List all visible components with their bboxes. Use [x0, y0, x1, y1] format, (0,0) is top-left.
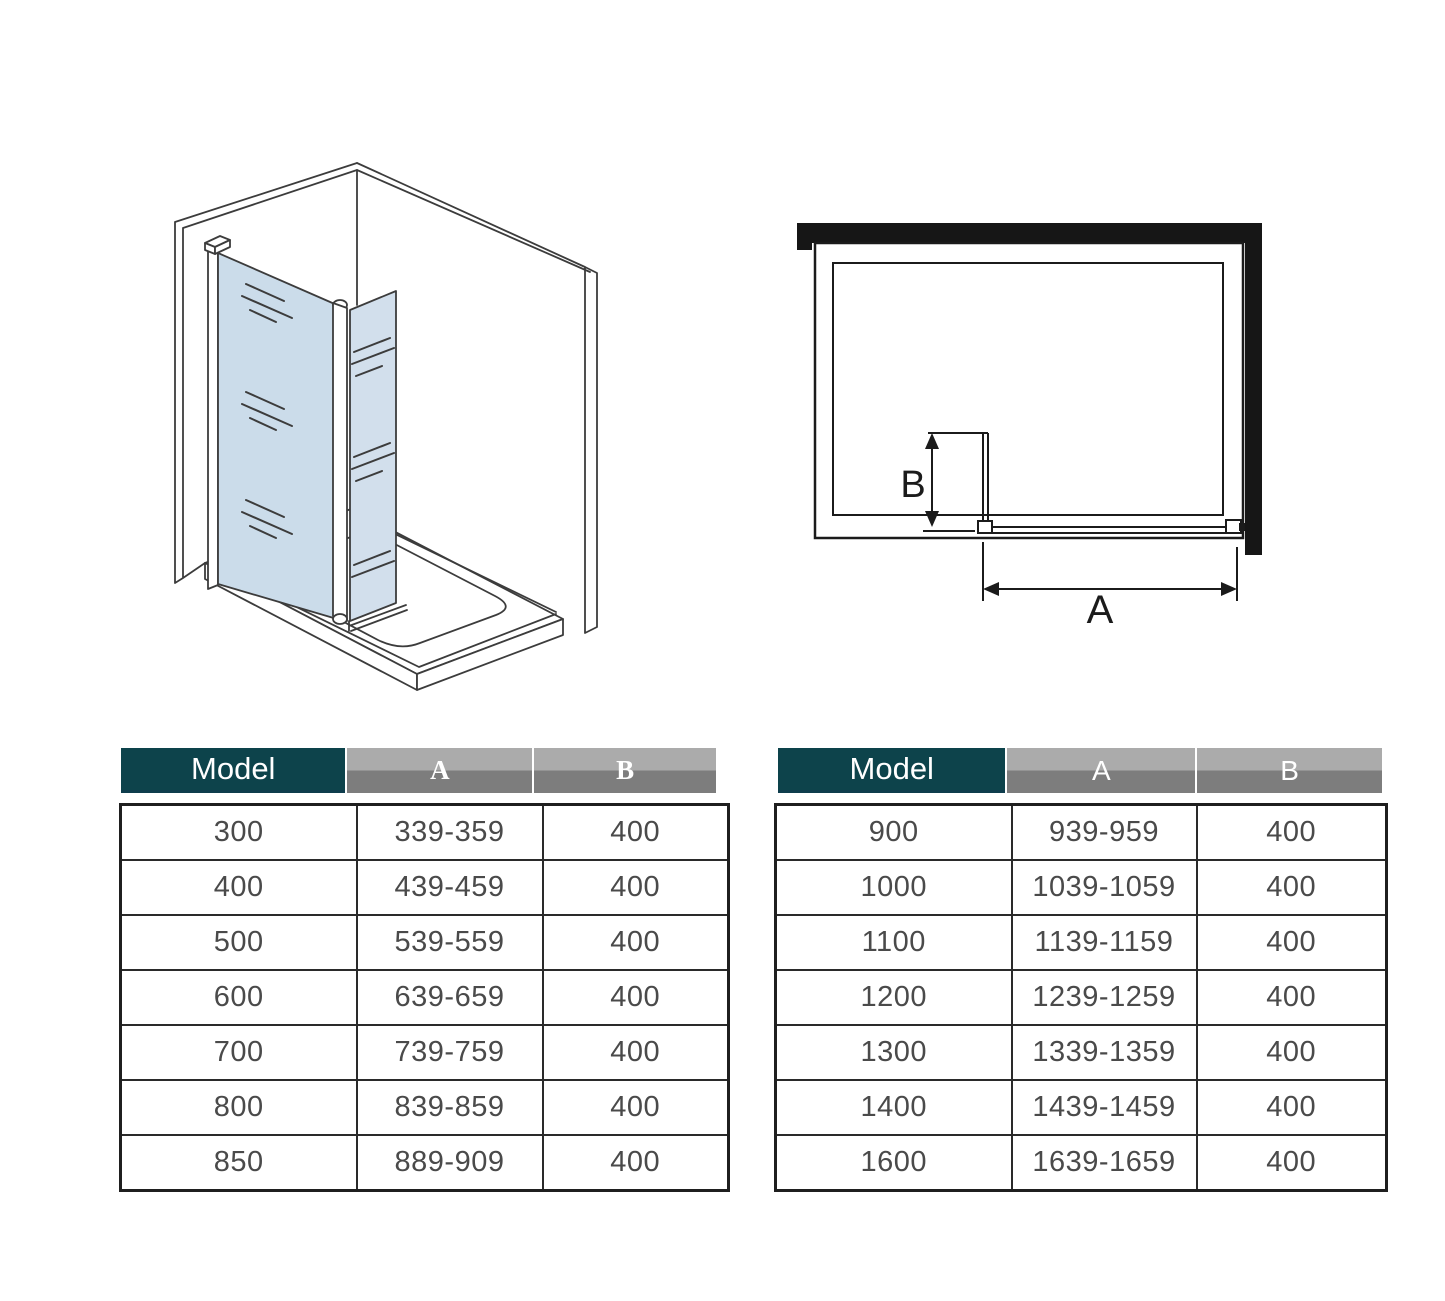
table-cell: 339-359	[357, 805, 543, 861]
table-cell: 400	[1197, 805, 1387, 861]
table-cell: 400	[543, 915, 729, 970]
main-glass-panel	[218, 253, 337, 619]
table-cell: 400	[1197, 1080, 1387, 1135]
table-cell: 539-559	[357, 915, 543, 970]
glass-end-profile	[333, 300, 347, 624]
dimension-a-label: A	[1086, 588, 1114, 632]
table-cell: 400	[543, 970, 729, 1025]
table-cell: 850	[121, 1135, 357, 1191]
table-cell: 400	[1197, 970, 1387, 1025]
table-cell: 839-859	[357, 1080, 543, 1135]
table-cell: 1239-1259	[1012, 970, 1197, 1025]
table-cell: 400	[1197, 1025, 1387, 1080]
table-row	[121, 805, 729, 861]
wall-bracket-fixing	[1239, 523, 1245, 531]
table-cell: 889-909	[357, 1135, 543, 1191]
table-cell: 700	[121, 1025, 357, 1080]
header-model: Model	[121, 748, 345, 793]
size-table	[774, 803, 1388, 1192]
table-row	[776, 1025, 1387, 1080]
table-row	[121, 970, 729, 1025]
table-cell: 400	[1197, 915, 1387, 970]
table-header	[121, 748, 716, 793]
table-cell: 1439-1459	[1012, 1080, 1197, 1135]
table-cell: 439-459	[357, 860, 543, 915]
table-cell: 800	[121, 1080, 357, 1135]
table-cell: 300	[121, 805, 357, 861]
table-cell: 500	[121, 915, 357, 970]
table-row	[121, 915, 729, 970]
table-cell: 1139-1159	[1012, 915, 1197, 970]
table-row	[121, 1080, 729, 1135]
table-row	[776, 970, 1387, 1025]
walls	[797, 223, 1262, 555]
table-cell: 639-659	[357, 970, 543, 1025]
header-a: A	[347, 748, 532, 793]
size-table-large-models	[774, 748, 1385, 1192]
table-row	[776, 805, 1387, 861]
table-row	[776, 1080, 1387, 1135]
table-cell: 1200	[776, 970, 1012, 1025]
table-cell: 739-759	[357, 1025, 543, 1080]
size-table	[119, 803, 730, 1192]
isometric-drawing	[138, 118, 703, 708]
table-cell: 400	[1197, 1135, 1387, 1191]
table-cell: 1000	[776, 860, 1012, 915]
table-cell: 1639-1659	[1012, 1135, 1197, 1191]
size-table-small-models	[119, 748, 727, 1192]
table-row	[776, 860, 1387, 915]
table-cell: 1600	[776, 1135, 1012, 1191]
table-cell: 1100	[776, 915, 1012, 970]
table-cell: 400	[121, 860, 357, 915]
table-cell: 1339-1359	[1012, 1025, 1197, 1080]
header-b: B	[534, 748, 716, 793]
glass-and-dimensions	[923, 433, 1237, 601]
header-a: A	[1007, 748, 1195, 793]
enclosure-outline	[815, 243, 1243, 538]
table-cell: 400	[543, 1025, 729, 1080]
table-cell: 600	[121, 970, 357, 1025]
table-row	[776, 915, 1387, 970]
table-cell: 400	[543, 805, 729, 861]
table-cell: 939-959	[1012, 805, 1197, 861]
table-row	[121, 860, 729, 915]
table-header	[778, 748, 1382, 793]
table-cell: 1039-1059	[1012, 860, 1197, 915]
table-cell: 400	[543, 860, 729, 915]
header-model: Model	[778, 748, 1005, 793]
table-cell: 400	[1197, 860, 1387, 915]
plan-view-drawing	[780, 180, 1400, 632]
header-b: B	[1197, 748, 1382, 793]
table-cell: 1400	[776, 1080, 1012, 1135]
dimension-b-label: B	[900, 464, 926, 506]
table-cell: 900	[776, 805, 1012, 861]
table-cell: 1300	[776, 1025, 1012, 1080]
table-row	[121, 1025, 729, 1080]
table-row	[776, 1135, 1387, 1191]
table-row	[121, 1135, 729, 1191]
table-cell: 400	[543, 1135, 729, 1191]
table-cell: 400	[543, 1080, 729, 1135]
